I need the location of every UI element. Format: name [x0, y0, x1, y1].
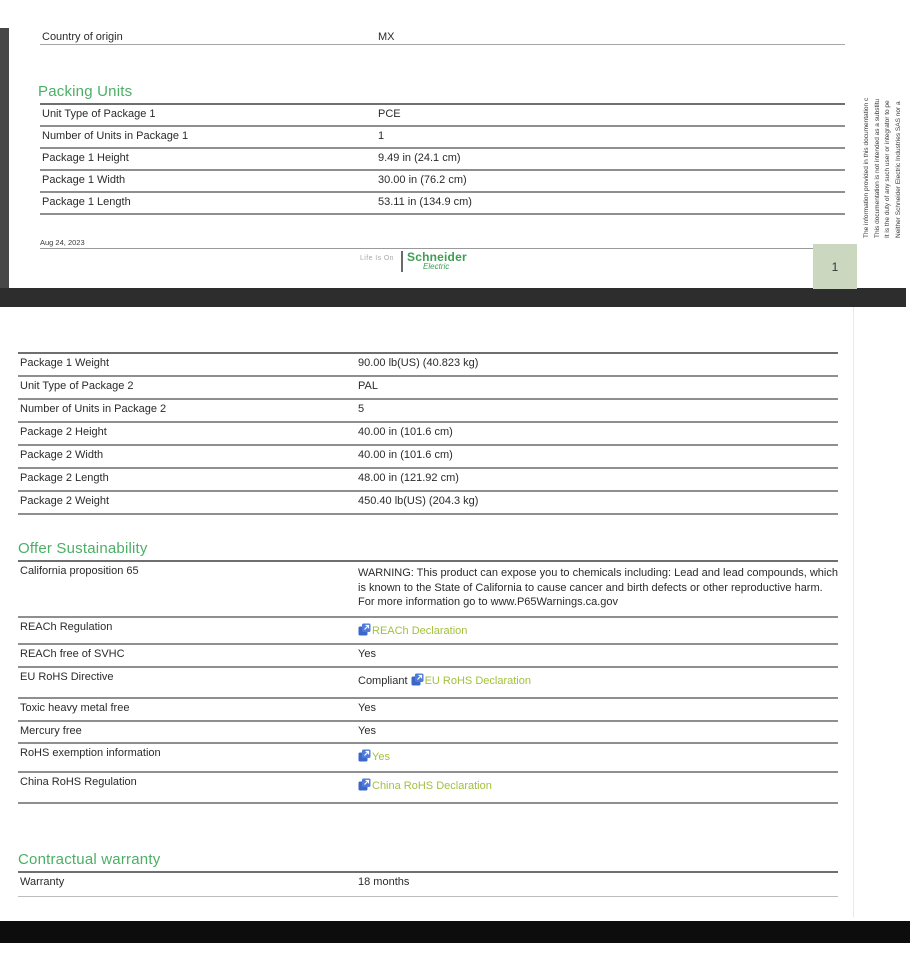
disclaimer-line: This documentation is not intended as a substitu: [873, 98, 881, 238]
row-value: PAL: [358, 380, 378, 392]
row-label: Unit Type of Package 2: [20, 380, 134, 392]
table-row: [18, 699, 838, 722]
external-link-icon: [358, 623, 371, 636]
row-value: 30.00 in (76.2 cm): [378, 174, 467, 186]
row-label: Warranty: [20, 876, 65, 888]
table-row: [18, 562, 838, 618]
row-value: Yes: [358, 724, 376, 737]
section-title-packing-units: Packing Units: [38, 83, 133, 100]
table-row: [18, 446, 838, 469]
row-label: Unit Type of Package 1: [42, 108, 156, 120]
table-row: [18, 469, 838, 492]
external-link-icon: [358, 778, 371, 791]
footer-rule: [40, 248, 845, 249]
packing-units-table: [40, 103, 845, 215]
row-value: 18 months: [358, 876, 410, 888]
row-label: EU RoHS Directive: [20, 670, 114, 683]
bottom-bar: [0, 921, 910, 943]
table-row: [40, 28, 845, 45]
row-label: Package 2 Height: [20, 426, 107, 438]
sustainability-table: [18, 560, 838, 804]
warranty-table: [18, 871, 838, 897]
row-value: [358, 618, 838, 638]
row-label: RoHS exemption information: [20, 746, 161, 759]
page-divider-band: [0, 288, 906, 307]
footer-date: Aug 24, 2023: [40, 238, 85, 247]
row-value: 9.49 in (24.1 cm): [378, 152, 461, 164]
table-row: [40, 127, 845, 149]
page1-country-table: [40, 28, 845, 45]
page-number-badge: [813, 244, 857, 289]
row-label: Package 2 Weight: [20, 495, 110, 507]
prop65-warning-text: WARNING: This product can expose you to chemicals including: Lead and lead compounds, which is known to the State of California to cause cancer and birth defects or other reproductive harm. For more information go to www.P65Warnings.ca.gov: [358, 567, 838, 608]
disclaimer-line: Neither Schneider Electric Industries SAS nor a: [894, 101, 902, 238]
external-link-icon: [411, 673, 424, 686]
external-link-icon: [358, 749, 371, 762]
row-label: REACh Regulation: [20, 620, 113, 633]
table-row: [18, 618, 838, 645]
row-value: [358, 744, 838, 764]
reach-declaration-link[interactable]: REACh Declaration: [372, 624, 468, 637]
schneider-logo-electric: Electric: [423, 262, 450, 271]
row-value: 53.11 in (134.9 cm): [378, 196, 472, 208]
table-row: [18, 492, 838, 515]
row-value: 90.00 lb(US) (40.823 kg): [358, 357, 479, 369]
disclaimer-line: It is the duty of any such user or integrator to pe: [884, 100, 891, 238]
rohs-exemption-link[interactable]: Yes: [372, 750, 390, 763]
row-label: China RoHS Regulation: [20, 775, 137, 788]
row-value: 48.00 in (121.92 cm): [358, 472, 459, 484]
packing-units-table-continued: [18, 352, 838, 515]
row-value: 40.00 in (101.6 cm): [358, 449, 453, 461]
row-label: Package 2 Length: [20, 472, 109, 484]
row-label: Number of Units in Package 1: [42, 130, 189, 142]
row-value: Yes: [358, 647, 376, 660]
section-title-contractual-warranty: Contractual warranty: [18, 851, 161, 868]
row-label: Package 2 Width: [20, 449, 104, 461]
row-value: 450.40 lb(US) (204.3 kg): [358, 495, 479, 507]
table-row: [18, 400, 838, 423]
row-value: MX: [378, 31, 395, 43]
row-value-text: Compliant: [358, 674, 408, 687]
row-label: Country of origin: [42, 31, 123, 43]
table-row: [18, 873, 838, 897]
table-row: [18, 354, 838, 377]
table-row: [18, 423, 838, 446]
table-row: [18, 744, 838, 773]
row-value: 40.00 in (101.6 cm): [358, 426, 453, 438]
page-left-edge-shadow: [0, 28, 9, 288]
row-label: Number of Units in Package 2: [20, 403, 167, 415]
section-title-offer-sustainability: Offer Sustainability: [18, 540, 148, 557]
row-value: 1: [378, 130, 385, 142]
table-row: [18, 668, 838, 699]
row-label: California proposition 65: [20, 565, 139, 577]
row-label: Package 1 Length: [42, 196, 131, 208]
legal-disclaimer-vertical: [862, 26, 904, 238]
row-label: Package 1 Weight: [20, 357, 110, 369]
page-number: 1: [831, 259, 839, 274]
row-value: Yes: [358, 701, 376, 714]
row-value: [358, 773, 838, 793]
table-row: [18, 645, 838, 668]
eu-rohs-declaration-link[interactable]: EU RoHS Declaration: [424, 674, 531, 687]
schneider-logo: Schneider: [407, 250, 467, 264]
life-is-on-tagline: Life Is On: [360, 255, 394, 262]
disclaimer-line: The information provided in this documentation c: [863, 97, 870, 238]
row-label: Toxic heavy metal free: [20, 701, 130, 714]
china-rohs-declaration-link[interactable]: China RoHS Declaration: [372, 779, 492, 792]
row-label: Mercury free: [20, 724, 82, 737]
page-right-edge-shadow: [853, 307, 854, 917]
table-row: [18, 377, 838, 400]
table-row: [18, 773, 838, 804]
row-label: Package 1 Width: [42, 174, 126, 186]
table-row: [40, 171, 845, 193]
row-value: PCE: [378, 108, 401, 120]
row-label: REACh free of SVHC: [20, 647, 125, 660]
row-label: Package 1 Height: [42, 152, 129, 164]
table-row: [40, 149, 845, 171]
row-value: [358, 668, 838, 688]
table-row: [18, 722, 838, 744]
table-row: [40, 193, 845, 215]
table-row: [40, 105, 845, 127]
row-value: 5: [358, 403, 365, 415]
logo-divider: [401, 251, 403, 272]
